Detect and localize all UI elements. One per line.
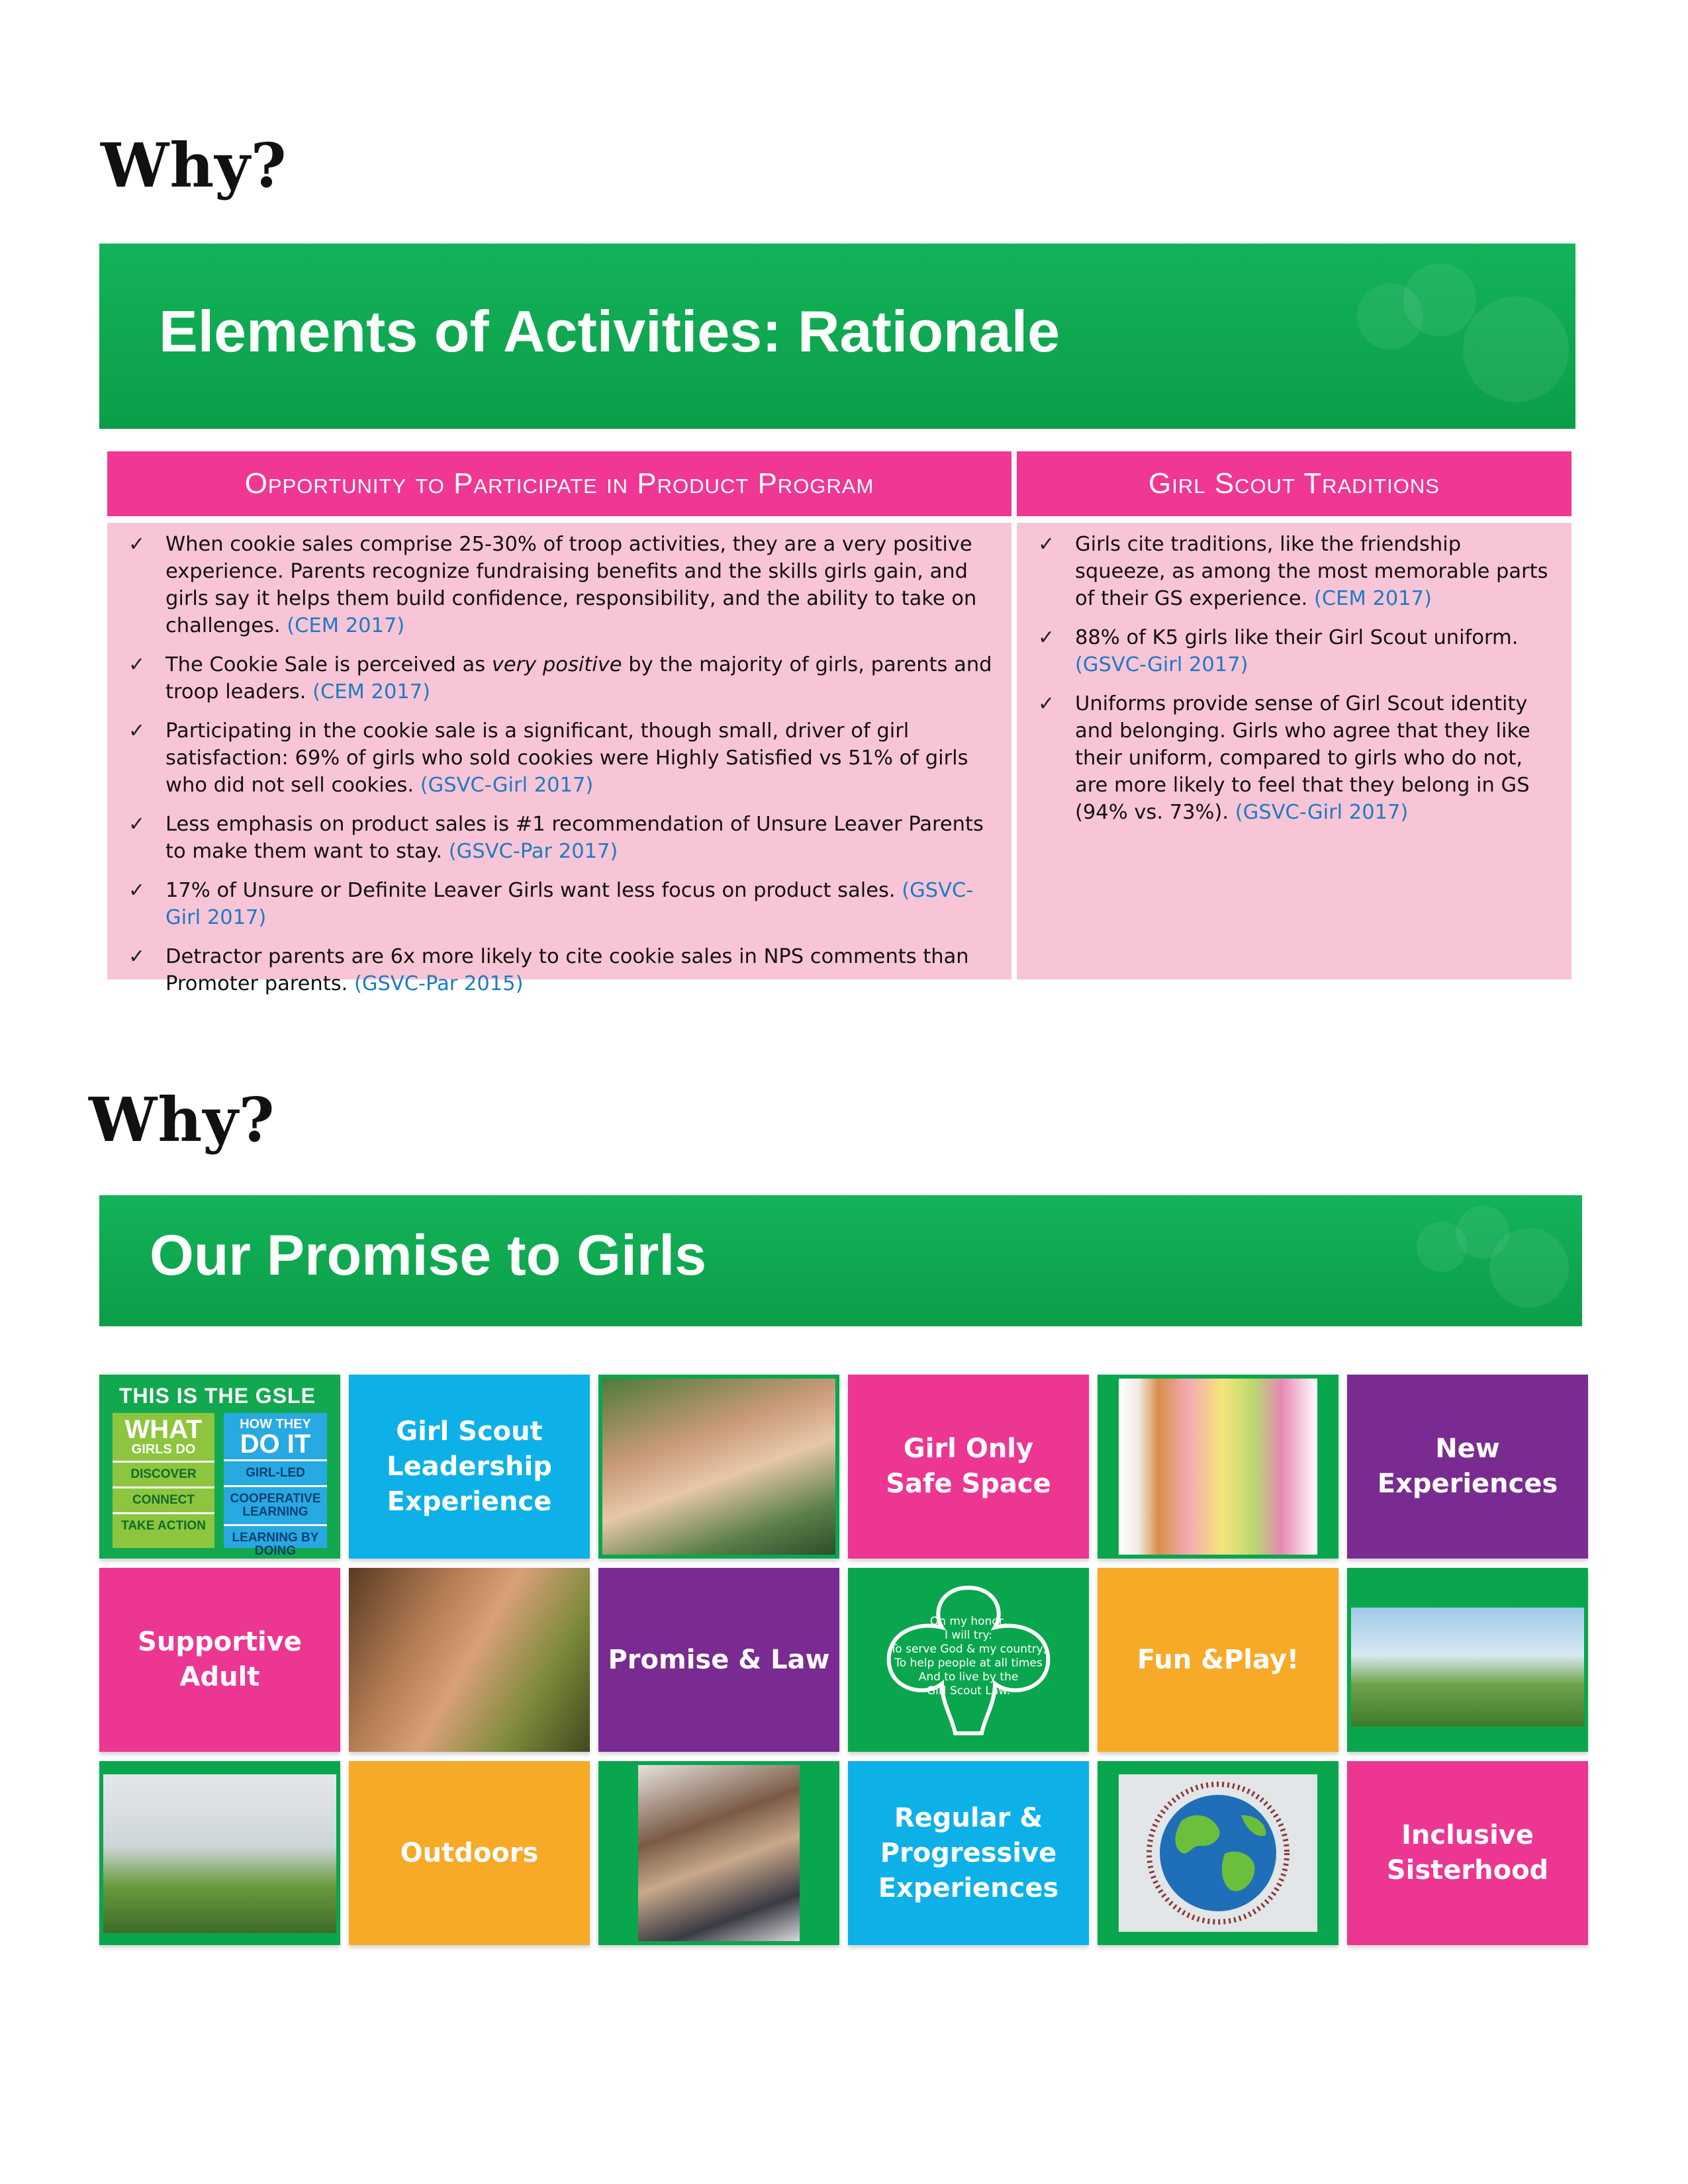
check-icon: ✓ (128, 945, 146, 968)
gsle-how-they: HOW THEY (240, 1417, 311, 1432)
gsle-how-column (224, 1413, 327, 1558)
citation: (GSVC-Girl 2017) (1075, 653, 1248, 676)
photo-crafting (638, 1765, 800, 1941)
gsle-girls-do: GIRLS DO (131, 1442, 196, 1457)
item-text: 88% of K5 girls like their Girl Scout uniform. (1075, 626, 1519, 649)
gsle-tile (99, 1375, 340, 1559)
check-icon: ✓ (128, 719, 146, 743)
check-icon: ✓ (128, 533, 146, 556)
gsle-left-item: DISCOVER (113, 1461, 214, 1486)
tile-globe (1098, 1761, 1338, 1945)
list-item (128, 717, 993, 799)
photo-girls-standing (1119, 1379, 1317, 1555)
tile-regular-progressive (848, 1761, 1089, 1945)
photo-jumping (103, 1774, 336, 1933)
gsle-right-item: COOPERATIVE LEARNING (224, 1485, 327, 1524)
globe-frame (1119, 1774, 1317, 1932)
tile-photo-girls-standing (1098, 1375, 1338, 1559)
tile-label: Regular & Progressive Experiences (878, 1802, 1059, 1903)
tile-inclusive-sisterhood (1347, 1761, 1588, 1945)
item-text: Less emphasis on product sales is #1 recommendation of Unsure Leaver Parents to make them want to stay. (165, 813, 984, 863)
photo-circle-hands (1351, 1608, 1584, 1727)
promise-banner-title: Our Promise to Girls (150, 1224, 707, 1287)
list-item (1038, 624, 1553, 678)
citation: (GSVC-Par 2015) (353, 972, 524, 995)
gsle-what: WHAT (124, 1415, 203, 1444)
citation: (CEM 2017) (312, 680, 431, 704)
tile-label: New Experiences (1377, 1433, 1558, 1499)
section1-why-heading: Why? (101, 130, 287, 201)
tile-new-experiences (1347, 1375, 1588, 1559)
item-text: The Cookie Sale is perceived as (165, 653, 492, 676)
trefoil-icon (1417, 1202, 1575, 1321)
tile-photo-mother-daughter (349, 1568, 590, 1752)
gsle-right-item: GIRL-LED (224, 1459, 327, 1485)
gsle-do-it: DO IT (240, 1430, 311, 1459)
item-text: Participating in the cookie sale is a significant, though small, driver of girl satisfaction: 69% of girls who sold cookies were Highly Satisfied vs 51% of girls who did not sell cookies. (165, 719, 968, 797)
tile-supportive-adult (99, 1568, 340, 1752)
col2-body (1017, 523, 1571, 979)
citation: (CEM 2017) (1313, 587, 1432, 610)
tile-label: Promise & Law (608, 1644, 830, 1675)
list-item (1038, 531, 1553, 612)
tile-label: Supportive Adult (138, 1627, 302, 1692)
gsle-left-item: CONNECT (113, 1486, 214, 1512)
tile-fun-play (1098, 1568, 1338, 1752)
citation: (CEM 2017) (287, 614, 405, 637)
tile-photo-circle-hands (1347, 1568, 1588, 1752)
list-item (128, 811, 993, 865)
check-icon: ✓ (1038, 692, 1055, 715)
item-text: When cookie sales comprise 25-30% of troop activities, they are a very positive experience. Parents recognize fundraising benefits and the skills girls gain, and girls say it helps them build confidence, responsibility, and the ability to take on challenges. (165, 533, 977, 637)
citation: (GSVC-Girl 2017) (420, 774, 594, 797)
tile-gs-leadership (349, 1375, 590, 1559)
rationale-banner-title: Elements of Activities: Rationale (159, 298, 1060, 364)
tile-promise-trefoil (848, 1568, 1089, 1752)
trefoil-icon (1357, 257, 1575, 416)
item-text: Girls cite traditions, like the friendship squeeze, as among the most memorable parts of their GS experience. (1075, 533, 1548, 610)
list-item (128, 651, 993, 705)
tile-outdoors (349, 1761, 590, 1945)
tile-photo-jumping (99, 1761, 340, 1945)
globe-icon (1119, 1774, 1317, 1932)
item-text-emphasis: very positive (491, 653, 622, 676)
check-icon: ✓ (1038, 626, 1055, 649)
photo-mother-daughter (349, 1568, 590, 1752)
check-icon: ✓ (128, 653, 146, 676)
tile-promise-law (598, 1568, 839, 1752)
col2-header: Girl Scout Traditions (1017, 451, 1571, 516)
promise-grid (99, 1375, 1590, 1950)
item-text: Uniforms provide sense of Girl Scout identity and belonging. Girls who agree that they like their uniform, compared to girls who do not, are more likely to feel that they belong in GS (94% vs. 73%). (1075, 692, 1530, 824)
gsle-title: THIS IS THE GSLE (119, 1384, 316, 1408)
list-item (128, 531, 993, 639)
check-icon: ✓ (1038, 533, 1055, 556)
tile-girl-only (848, 1375, 1089, 1559)
photo-girls-laughing (602, 1379, 835, 1555)
tile-label: Girl Scout Leadership Experience (387, 1416, 552, 1517)
col1-body (107, 523, 1011, 995)
item-text: 17% of Unsure or Definite Leaver Girls want less focus on product sales. (165, 879, 902, 902)
list-item (1038, 690, 1553, 826)
section2-why-heading: Why? (89, 1084, 275, 1156)
col1-header: Opportunity to Participate in Product Program (107, 451, 1011, 516)
promise-banner (99, 1195, 1582, 1326)
list-item (128, 943, 993, 997)
citation: (GSVC-Par 2017) (448, 840, 618, 863)
rationale-table (107, 451, 1571, 995)
citation: (GSVC-Girl 2017) (165, 879, 974, 929)
check-icon: ✓ (128, 813, 146, 836)
gsle-what-column (113, 1413, 214, 1548)
tile-label: Girl Only Safe Space (886, 1433, 1051, 1499)
citation: (GSVC-Girl 2017) (1235, 801, 1409, 824)
gsle-left-item: TAKE ACTION (113, 1512, 214, 1538)
item-text: Detractor parents are 6x more likely to cite cookie sales in NPS comments than Promoter parents. (165, 945, 969, 995)
list-item (128, 877, 993, 931)
promise-text: On my honor, I will try: To serve God & my country, To help people at all times And to live by the Girl Scout Law. (890, 1615, 1047, 1698)
tile-label: Outdoors (400, 1837, 539, 1868)
tile-label: Fun &Play! (1137, 1644, 1299, 1675)
tile-photo-girls-laughing (598, 1375, 839, 1559)
rationale-banner (99, 244, 1575, 429)
item-text: by the majority of girls, parents and troop leaders. (165, 653, 992, 704)
tile-label: Inclusive Sisterhood (1386, 1820, 1549, 1886)
gsle-right-item: LEARNING BY DOING (224, 1524, 327, 1559)
tile-photo-crafting (598, 1761, 839, 1945)
check-icon: ✓ (128, 879, 146, 902)
